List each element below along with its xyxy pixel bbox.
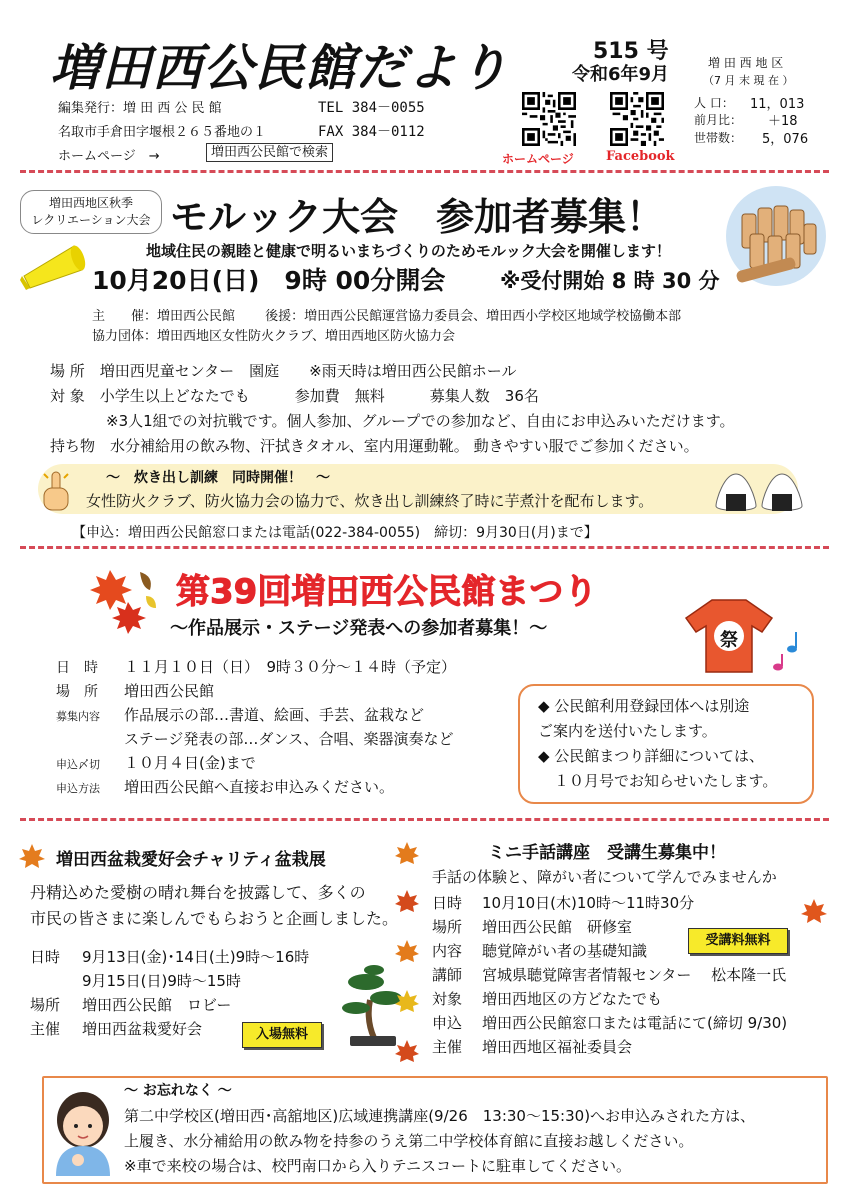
onigiri-icon (712, 470, 808, 514)
detail-label: 対象 (432, 990, 463, 1008)
molkky-tag-line1: 増田西地区秋季 (48, 196, 133, 210)
molkky-place: 場 所 増田西児童センター 園庭 ※雨天時は増田西公民館ホール (50, 362, 517, 380)
tshirt-text: 祭 (720, 630, 738, 651)
detail-row (432, 940, 647, 961)
pointing-hand-icon (38, 470, 74, 516)
cooking-heading: ～ 炊き出し訓練 同時開催！ ～ (106, 470, 330, 486)
detail-text: 増田西公民館へ直接お申込みください。 (124, 778, 395, 796)
reminder-line: 第二中学校区(増田西･高舘地区)広域連携講座(9/26 13:30～15:30)へお申込みされた方は、 (124, 1107, 756, 1125)
festival-title: 第39回増田西公民館まつり (176, 572, 598, 612)
newsletter-title: 増田西公民館だより (50, 39, 509, 97)
megaphone-icon (18, 240, 90, 294)
festival-box-line: ご案内を送付いたします。 (538, 722, 717, 740)
molkky-title: モルック大会 参加者募集！ (170, 195, 665, 239)
detail-label: 申込 (432, 1014, 463, 1032)
detail-row (56, 680, 214, 701)
molkky-pins-icon (724, 184, 828, 288)
reminder-line: ※車で来校の場合は、校門南口から入りテニスコートに駐車してください。 (124, 1157, 631, 1175)
detail-label: 申込〆切 (56, 758, 100, 771)
detail-text: 聴覚障がい者の基礎知識 (482, 942, 648, 960)
detail-row (56, 776, 394, 797)
sign-lead: 手話の体験と、障がい者について学んでみませんか (432, 868, 777, 886)
festival-info-box (518, 684, 814, 804)
detail-text: 宮城県聴覚障害者情報センター 松本隆一氏 (482, 966, 787, 984)
detail-label: 場所 (432, 918, 463, 936)
stats-subtitle: （7 月 末 現 在 ） (703, 74, 794, 87)
bonsai-desc: 丹精込めた愛樹の晴れ舞台を披露して、多くの (30, 883, 366, 902)
divider (20, 546, 829, 549)
detail-row (432, 892, 694, 913)
girl-avatar-icon (48, 1086, 118, 1176)
detail-label: 申込方法 (56, 782, 100, 795)
detail-row (30, 970, 241, 991)
publisher: 編集発行：増 田 西 公 民 館 (58, 101, 222, 116)
detail-row (432, 1036, 632, 1057)
molkky-cooperation: 協力団体：増田西地区女性防火クラブ、増田西地区防火協力会 (92, 329, 455, 344)
detail-label: 場所 (30, 996, 61, 1014)
detail-row (432, 988, 662, 1009)
detail-row (432, 916, 632, 937)
detail-label: 募集内容 (56, 710, 100, 723)
detail-text: 9月15日(日)9時～15時 (82, 972, 241, 990)
sign-free-badge: 受講料無料 (688, 928, 788, 954)
molkky-organizer: 主 催：増田西公民館 後援：増田西公民館運営協力委員会、増田西小学校区地域学校協働本部 (92, 309, 682, 324)
detail-text: 増田西地区の方どなたでも (482, 990, 663, 1008)
molkky-datetime: 10月20日(日) 9時 00分開会 (92, 266, 446, 295)
molkky-reception: ※受付開始 8 時 30 分 (500, 269, 720, 293)
detail-row (56, 656, 456, 677)
reminder-title: ～ お忘れなく ～ (124, 1083, 232, 1099)
molkky-target: 対 象 小学生以上どなたでも 参加費 無料 募集人数 36名 (50, 387, 539, 405)
detail-text: 10月10日(木)10時～11時30分 (482, 894, 695, 912)
bonsai-desc: 市民の皆さまに楽しんでもらおうと企画しました。 (30, 909, 399, 928)
detail-text: １１月１０日（日） 9時３０分～１４時（予定） (124, 658, 457, 676)
detail-text: 増田西公民館 ロビー (82, 996, 232, 1014)
detail-label: 日時 (432, 894, 463, 912)
detail-text: 作品展示の部…書道、絵画、手芸、盆栽など (124, 706, 425, 724)
change-value: ＋18 (768, 114, 798, 129)
detail-row (56, 704, 424, 725)
festival-box-line: １０月号でお知らせいたします。 (554, 772, 778, 790)
detail-text: １０月４日(金)まで (124, 754, 256, 772)
detail-label: 場 所 (56, 684, 98, 700)
detail-label: 講師 (432, 966, 463, 984)
detail-row (30, 946, 309, 967)
detail-text: 増田西公民館窓口または電話にて(締切 9/30) (482, 1014, 788, 1032)
population-value: 11，013 (750, 97, 805, 112)
homepage-label: ホームページ → (58, 149, 160, 164)
tel: TEL 384－0055 (318, 100, 425, 116)
stats-title: 増 田 西 地 区 (708, 56, 784, 70)
detail-label: 内容 (432, 942, 463, 960)
detail-label: 主催 (30, 1020, 61, 1038)
maple-leaf-icon (800, 896, 828, 926)
detail-text: 増田西公民館 (124, 682, 215, 700)
search-box[interactable]: 増田西公民館で検索 (206, 143, 333, 162)
detail-text: 増田西盆栽愛好会 (82, 1020, 203, 1038)
households-value: 5，076 (762, 132, 809, 147)
reminder-line: 上履き、水分補給用の飲み物を持参のうえ第二中学校体育館に直接お越しください。 (124, 1132, 694, 1150)
sign-title: ミニ手話講座 受講生募集中！ (488, 843, 726, 863)
detail-row (56, 752, 256, 773)
music-note-icon (772, 628, 812, 672)
festival-subtitle: ～作品展示・ステージ発表への参加者募集！～ (170, 618, 548, 639)
bonsai-free-badge: 入場無料 (242, 1022, 322, 1048)
households-label: 世帯数： (694, 131, 743, 145)
divider (20, 818, 829, 821)
molkky-note: ※3人1組での対抗戦です。個人参加、グループでの参加など、自由にお申込みいただけます。 (106, 412, 735, 430)
detail-row (30, 994, 231, 1015)
festival-box-line: ◆ 公民館まつり詳細については、 (538, 747, 765, 765)
tshirt-icon (684, 594, 774, 674)
detail-row (56, 728, 454, 749)
detail-label: 日 時 (56, 660, 98, 676)
detail-text: 増田西公民館 研修室 (482, 918, 633, 936)
festival-box-line: ◆ 公民館利用登録団体へは別途 (538, 697, 750, 715)
leaf-garland-icon (392, 840, 422, 1080)
detail-row (432, 964, 786, 985)
detail-row (432, 1012, 787, 1033)
issue-date: 令和6年9月 (572, 64, 670, 85)
change-label: 前月比： (694, 113, 743, 127)
detail-label: 主催 (432, 1038, 463, 1056)
divider (20, 170, 829, 173)
population-label: 人 口： (694, 96, 734, 110)
qr-homepage-label: ホームページ (502, 152, 574, 166)
molkky-tag-line2: レクリエーション大会 (31, 213, 151, 227)
qr-code-icon (610, 92, 664, 146)
detail-text: 増田西地区福祉委員会 (482, 1038, 633, 1056)
cooking-text: 女性防火クラブ、防火協力会の協力で、炊き出し訓練終了時に芋煮汁を配布します。 (86, 492, 654, 510)
fax: FAX 384－0112 (318, 124, 425, 140)
detail-text: 9月13日(金)･14日(土)9時～16時 (82, 948, 310, 966)
issue-number: 515 号 (593, 39, 669, 64)
qr-code-icon (522, 92, 576, 146)
detail-label: 日時 (30, 948, 61, 966)
molkky-apply: 【申込：増田西公民館窓口または電話(022-384-0055) 締切：9月30日(月)まで】 (72, 525, 598, 541)
molkky-belongings: 持ち物 水分補給用の飲み物、汗拭きタオル、室内用運動靴。 動きやすい服でご参加ください。 (50, 437, 699, 455)
qr-homepage-icon[interactable] (522, 92, 576, 146)
autumn-leaves-icon (90, 562, 162, 634)
qr-facebook-icon[interactable] (610, 92, 664, 146)
address: 名取市手倉田字堰根２６５番地の１ (58, 125, 267, 140)
maple-leaf-icon (18, 842, 46, 870)
molkky-lead: 地域住民の親睦と健康で明るいまちづくりのためモルック大会を開催します！ (146, 242, 671, 260)
bonsai-title: 増田西盆栽愛好会チャリティ盆栽展 (56, 850, 326, 870)
molkky-tag (20, 190, 162, 234)
detail-row (30, 1018, 202, 1039)
detail-text: ステージ発表の部…ダンス、合唱、楽器演奏など (124, 730, 454, 748)
qr-facebook-label: Facebook (606, 149, 675, 164)
